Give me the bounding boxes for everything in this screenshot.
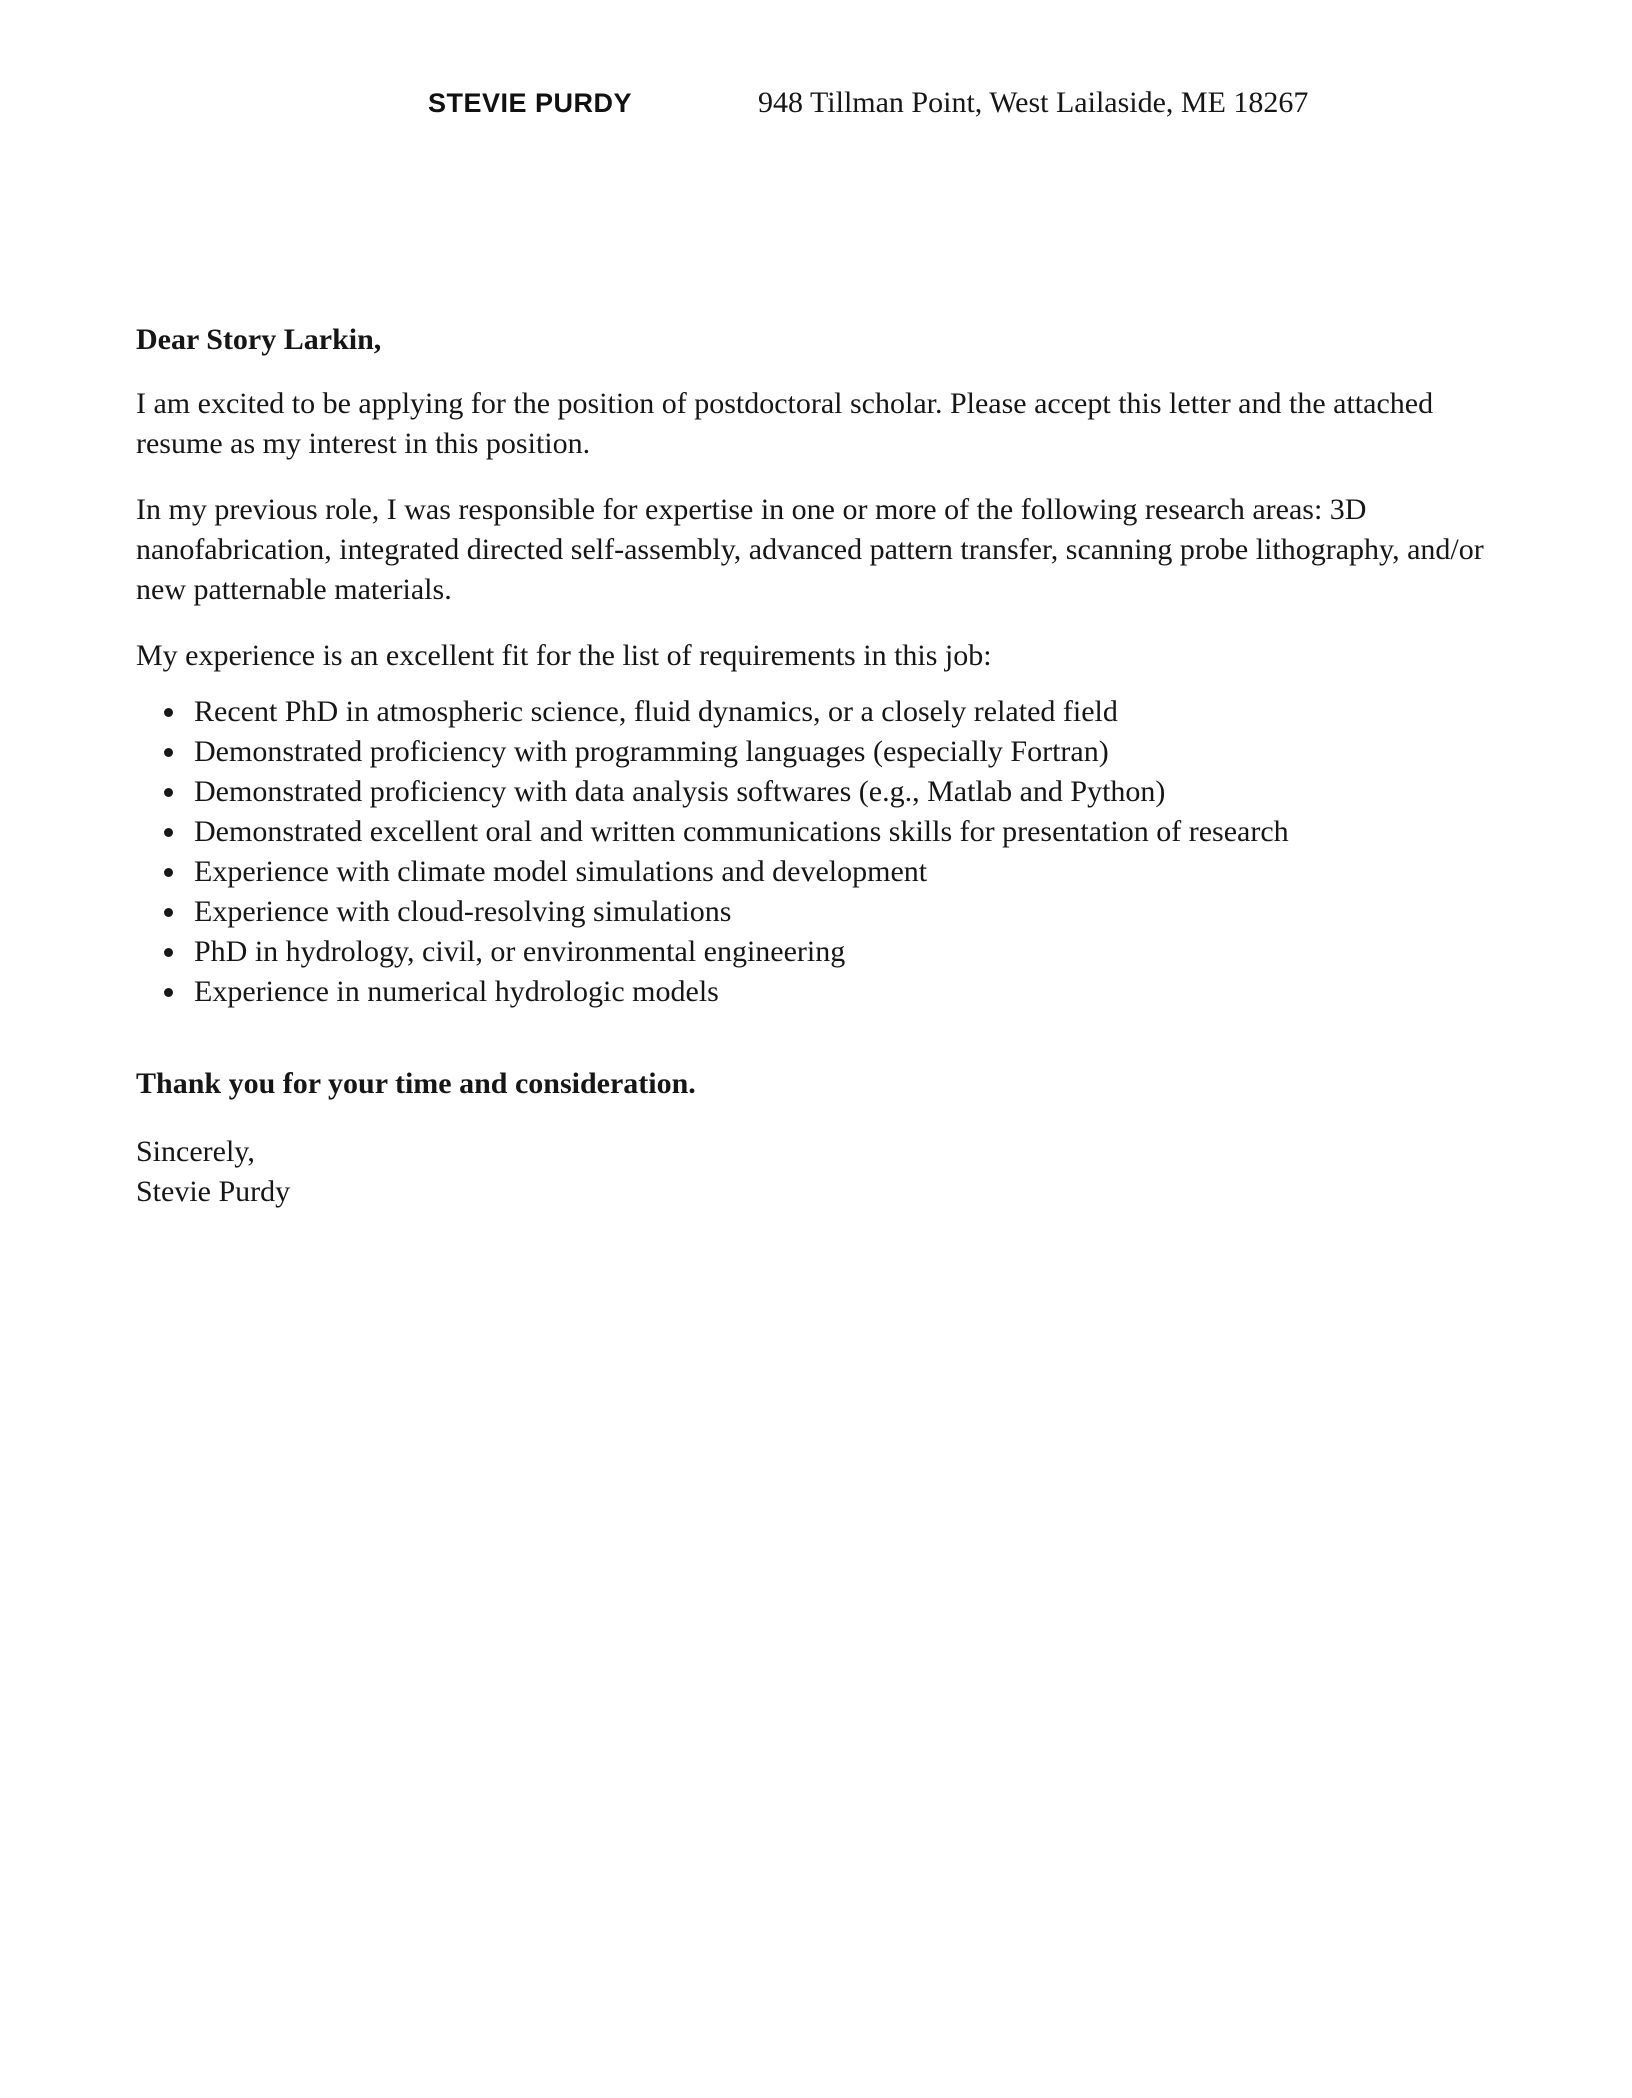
closing-statement: Thank you for your time and consideration. [136, 1067, 696, 1100]
requirement-item: • Experience with climate model simulations and development [188, 852, 1504, 892]
sender-address: 948 Tillman Point, West Lailaside, ME 18267 [758, 86, 1309, 119]
requirement-item: • Experience with cloud-resolving simulations [188, 892, 1504, 932]
signature-name: Stevie Purdy [136, 1175, 291, 1208]
letter-header [0, 0, 1632, 120]
paragraph-previous-role: In my previous role, I was responsible for expertise in one or more of the following research areas: 3D nanofabrication, integrated directed self-assembly, advanced pattern transfer, scanning probe lithography, and/or new patternable materials. [136, 493, 1484, 606]
paragraph-experience-fit: My experience is an excellent fit for the list of requirements in this job: [136, 639, 992, 672]
requirement-item: • Demonstrated proficiency with programming languages (especially Fortran) [188, 732, 1504, 772]
requirement-item: • Experience in numerical hydrologic models [188, 972, 1504, 1012]
signoff-block [136, 1132, 1504, 1212]
requirements-list [136, 692, 1504, 1012]
sender-name: STEVIE PURDY [428, 88, 633, 118]
requirement-item: • Demonstrated excellent oral and written communications skills for presentation of research [188, 812, 1504, 852]
letter-body [136, 320, 1504, 1212]
requirement-item: • Demonstrated proficiency with data analysis softwares (e.g., Matlab and Python) [188, 772, 1504, 812]
signoff: Sincerely, [136, 1135, 255, 1168]
requirement-item: • Recent PhD in atmospheric science, fluid dynamics, or a closely related field [188, 692, 1504, 732]
paragraph-intro: I am excited to be applying for the position of postdoctoral scholar. Please accept this letter and the attached resume as my interest in this position. [136, 387, 1434, 460]
greeting: Dear Story Larkin, [136, 323, 382, 356]
requirement-item: • PhD in hydrology, civil, or environmental engineering [188, 932, 1504, 972]
